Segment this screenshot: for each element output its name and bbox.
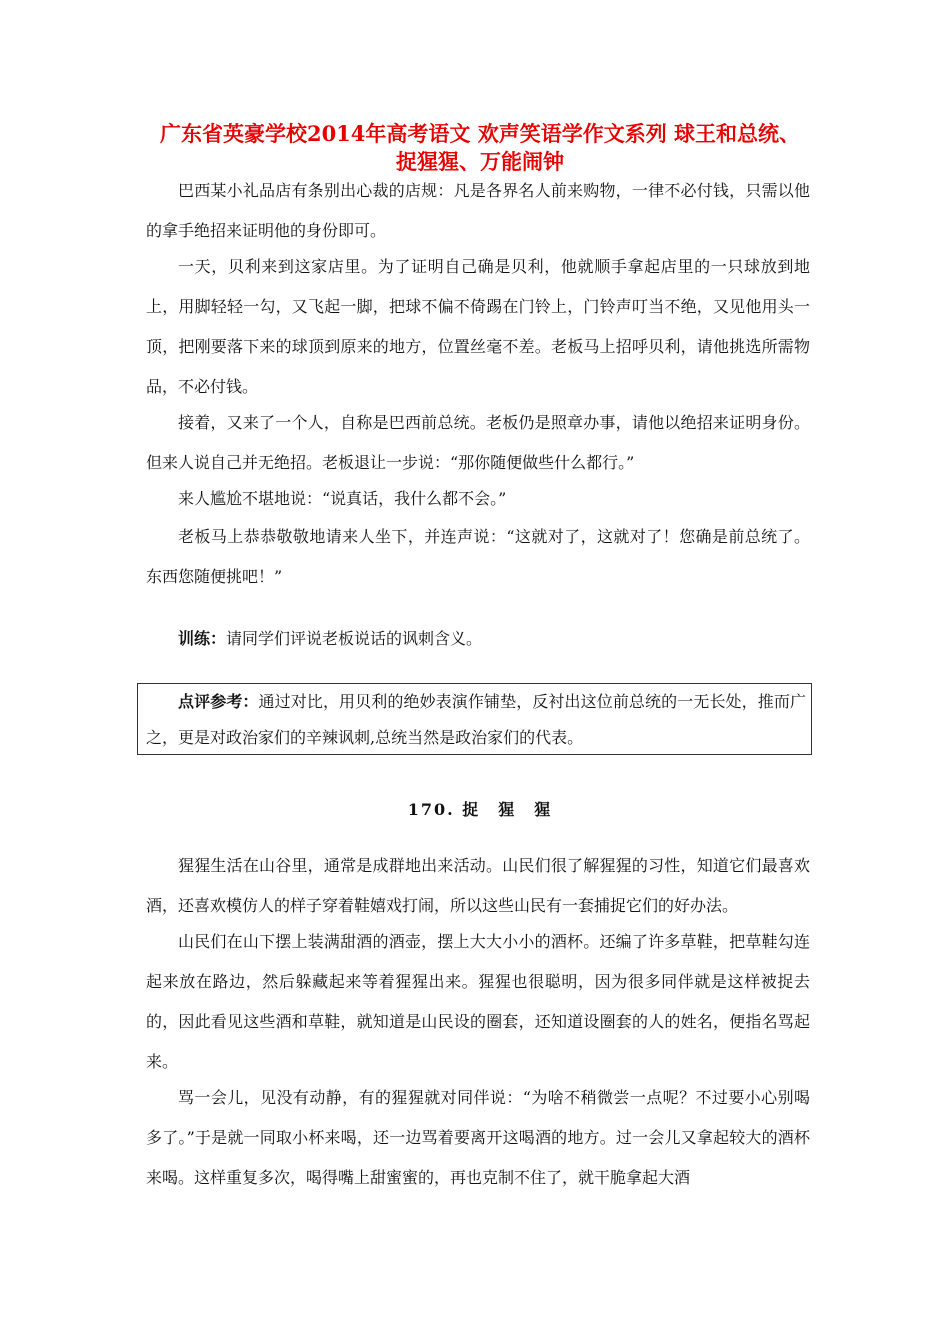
comment-text: 通过对比，用贝利的绝妙表演作铺垫，反衬出这位前总统的一无长处，推而广之，更是对政治家们的辛辣讽刺,总统当然是政治家们的代表。 [146, 692, 806, 747]
story1-paragraph-5: 老板马上恭恭敬敬地请来人坐下，并连声说：“这就对了，这就对了！您确是前总统了。东西您随便挑吧！” [146, 527, 810, 586]
story2-paragraph-1: 猩猩生活在山谷里，通常是成群地出来活动。山民们很了解猩猩的习性，知道它们最喜欢酒，还喜欢模仿人的样子穿着鞋嬉戏打闹，所以这些山民有一套捕捉它们的好办法。 [146, 856, 810, 915]
comment-box [137, 683, 812, 755]
section-title: 170. 捉 猩 猩 [407, 800, 553, 819]
training-line [146, 619, 810, 659]
story2-paragraph-3: 骂一会儿，见没有动静，有的猩猩就对同伴说：“为啥不稍微尝一点呢？不过要小心别喝多了。”于是就一同取小杯来喝，还一边骂着要离开这喝酒的地方。过一会儿又拿起较大的酒杯来喝。这样重复多次，喝得嘴上甜蜜蜜的，再也克制不住了，就干脆拿起大酒 [146, 1088, 810, 1187]
comment-paragraph [146, 684, 806, 756]
training-text: 请同学们评说老板说话的讽刺含义。 [226, 629, 483, 648]
story1-paragraph-2: 一天，贝利来到这家店里。为了证明自己确是贝利，他就顺手拿起店里的一只球放到地上，用脚轻轻一勾，又飞起一脚，把球不偏不倚踢在门铃上，门铃声叮当不绝，又见他用头一顶，把刚要落下来的球顶到原来的地方，位置丝毫不差。老板马上招呼贝利，请他挑选所需物品，不必付钱。 [146, 257, 810, 396]
title-line-1: 广东省英豪学校2014年高考语文 欢声笑语学作文系列 球王和总统、 [159, 121, 801, 146]
story1-paragraph-3: 接着，又来了一个人，自称是巴西前总统。老板仍是照章办事，请他以绝招来证明身份。但来人说自己并无绝招。老板退让一步说：“那你随便做些什么都行。” [146, 413, 810, 472]
title-line-2: 捉猩猩、万能闹钟 [396, 149, 564, 174]
story1-paragraph-1: 巴西某小礼品店有条别出心裁的店规：凡是各界名人前来购物，一律不必付钱，只需以他的拿手绝招来证明他的身份即可。 [146, 181, 810, 240]
document-title [140, 120, 820, 176]
story1-paragraph-4: 来人尴尬不堪地说：“说真话，我什么都不会。” [178, 489, 507, 508]
story2-paragraph-2: 山民们在山下摆上装满甜酒的酒壶，摆上大大小小的酒杯。还编了许多草鞋，把草鞋勾连起来放在路边，然后躲藏起来等着猩猩出来。猩猩也很聪明，因为很多同伴就是这样被捉去的，因此看见这些酒和草鞋，就知道是山民设的圈套，还知道设圈套的人的姓名，便指名骂起来。 [146, 932, 810, 1071]
training-label: 训练： [178, 629, 227, 648]
comment-label: 点评参考： [178, 692, 259, 711]
